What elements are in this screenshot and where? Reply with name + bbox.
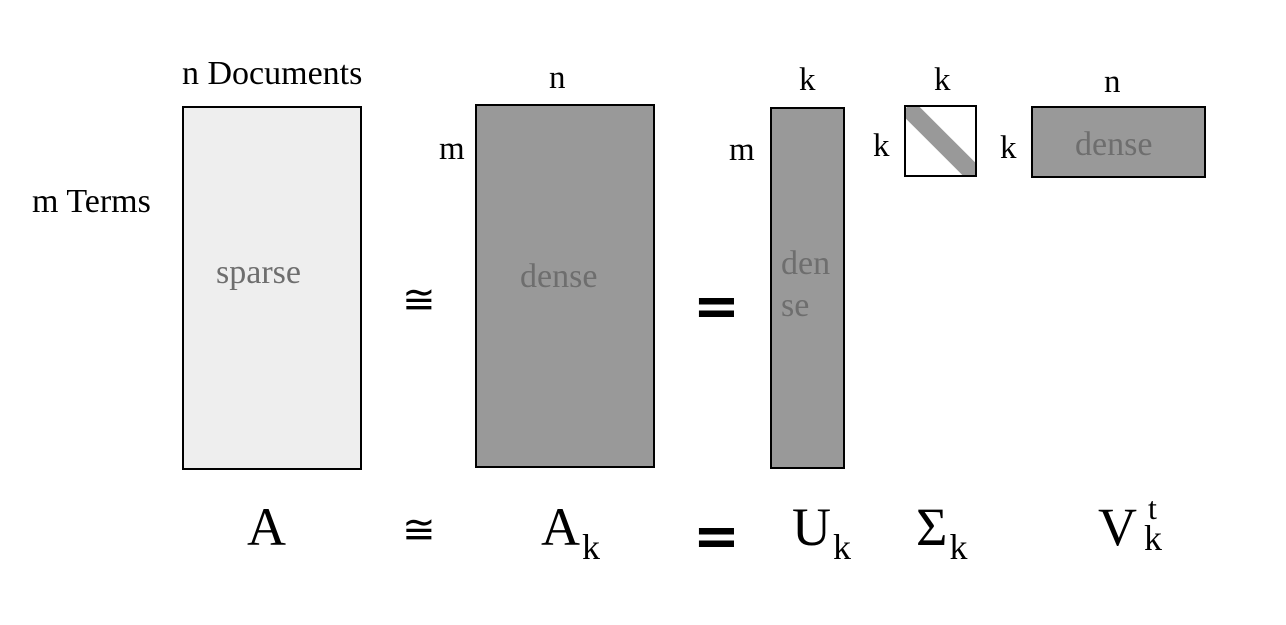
- sigma-diagonal-band: [904, 105, 977, 177]
- formula-sigma-base: Σ: [916, 497, 948, 557]
- equals-symbol-bottom: =: [693, 504, 740, 569]
- formula-vt-sub: k: [1144, 518, 1162, 558]
- n-documents-label: n Documents: [182, 55, 363, 92]
- formula-vt-base: V: [1098, 497, 1137, 557]
- sigma-k-left-label: k: [873, 128, 890, 164]
- vt-n-label: n: [1104, 64, 1121, 100]
- formula-sigma-sub: k: [949, 527, 968, 567]
- formula-sigma: [916, 497, 968, 567]
- uk-m-label: m: [729, 132, 755, 168]
- equals-symbol-top: =: [693, 274, 740, 339]
- matrix-a: [182, 106, 362, 470]
- formula-ak-base: A: [541, 497, 580, 557]
- ak-n-label: n: [549, 60, 566, 96]
- formula-ak-sub: k: [582, 527, 600, 567]
- m-terms-label: m Terms: [32, 183, 151, 220]
- matrix-ak: [475, 104, 655, 468]
- approx-symbol-top: ≅: [402, 277, 436, 323]
- formula-uk: [792, 497, 851, 567]
- matrix-uk: [770, 107, 845, 469]
- matrix-uk-label-line2: se: [781, 287, 810, 324]
- sigma-k-top-label: k: [934, 62, 951, 98]
- matrix-vt: [1031, 106, 1206, 178]
- matrix-sigma: [904, 105, 977, 177]
- formula-vt: [1098, 490, 1178, 560]
- vt-k-left-label: k: [1000, 130, 1017, 166]
- matrix-a-label: sparse: [216, 254, 301, 291]
- ak-m-label: m: [439, 131, 465, 167]
- formula-a: A: [247, 497, 286, 557]
- formula-uk-sub: k: [833, 527, 851, 567]
- formula-ak: [541, 497, 600, 567]
- formula-vt-sup: t: [1148, 490, 1157, 526]
- approx-symbol-bottom: ≅: [402, 507, 436, 553]
- matrix-ak-label: dense: [520, 258, 598, 295]
- matrix-vt-label: dense: [1075, 126, 1153, 163]
- uk-k-label: k: [799, 62, 816, 98]
- formula-uk-base: U: [792, 497, 831, 557]
- matrix-uk-label-line1: den: [781, 245, 831, 282]
